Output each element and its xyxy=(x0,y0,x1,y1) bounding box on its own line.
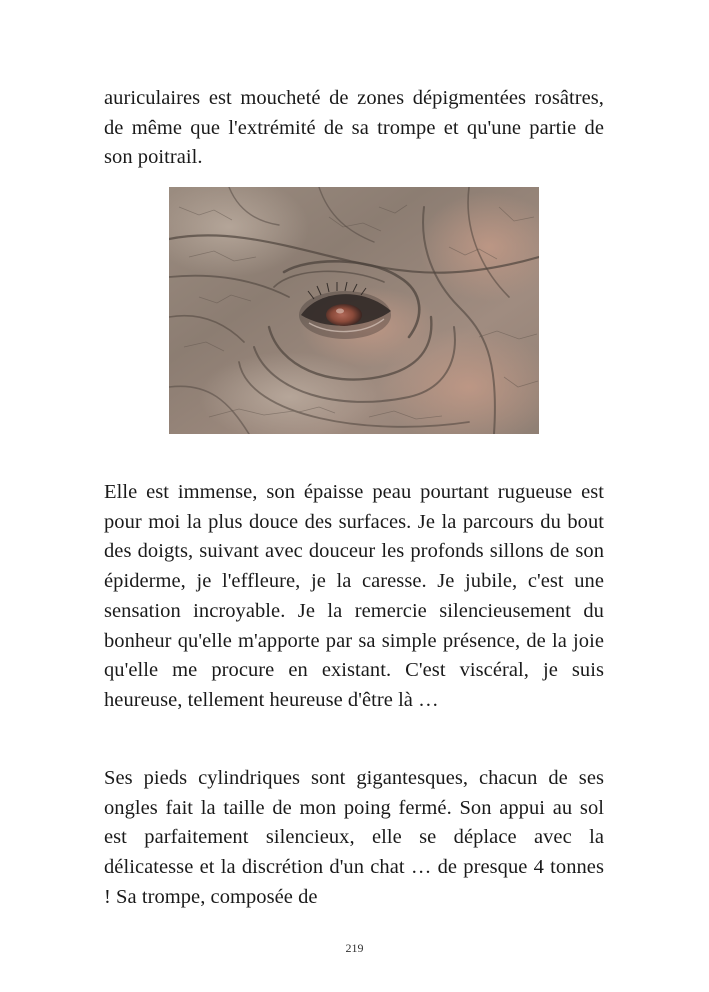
elephant-eye-photo xyxy=(169,187,539,434)
page-number: 219 xyxy=(345,941,364,955)
paragraph-elle-est-immense: Elle est immense, son épaisse peau pourtant rugueuse est pour moi la plus douce des surfaces. Je la parcours du bout des doigts, suivant avec douceur les profonds sillons de son épiderme, je l'effleure, je la caresse. Je jubile, c'est une sensation incroyable. Je la remercie silencieusement du bonheur qu'elle m'apporte par sa simple présence, de la joie qu'elle me procure en existant. C'est viscéral, je suis heureuse, tellement heureuse d'être là … xyxy=(104,481,604,711)
paragraph-continued: auriculaires est moucheté de zones dépigmentées rosâtres, de même que l'extrémité de sa trompe et qu'une partie de son poitrail. xyxy=(104,87,604,169)
paragraph-ses-pieds: Ses pieds cylindriques sont gigantesques, chacun de ses ongles fait la taille de mon poing fermé. Son appui au sol est parfaitement silencieux, elle se déplace avec la délicatesse et la discrétion d'un chat … de presque 4 tonnes ! Sa trompe, composée de xyxy=(104,767,604,908)
